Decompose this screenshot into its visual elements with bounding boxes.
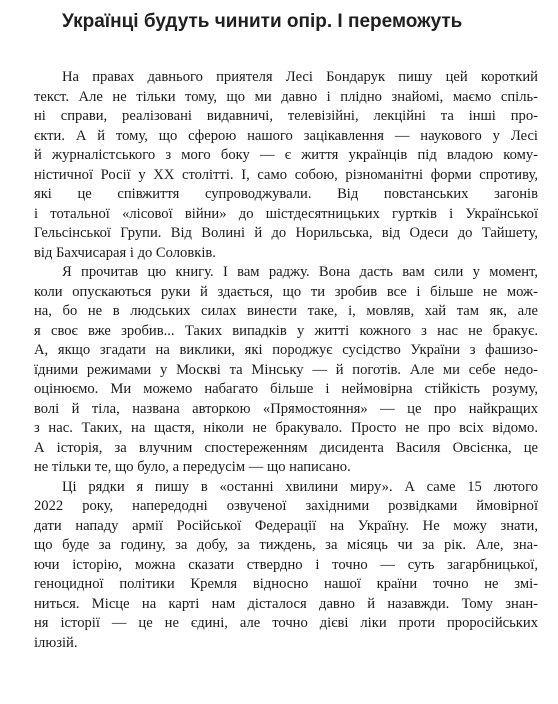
text-line: ниться. Місце на карті нам дісталося давно й назавжди. Тому знан- bbox=[34, 595, 538, 612]
text-line: 2022 року, напередодні озвученої західними розвідками ймовірної bbox=[34, 498, 538, 514]
text-line: і тотальної «лісової війни» до шістдесятницьких гуртків і Української bbox=[34, 205, 538, 222]
paragraph bbox=[34, 478, 538, 654]
text-line: дати нападу армії Російської Федерації на Україну. Не можу знати, bbox=[34, 517, 538, 534]
text-line: їдними режимами у Москві та Мінську — й поготів. Але ми себе недо- bbox=[34, 361, 538, 378]
text-line: На правах давнього приятеля Лесі Бондарук пишу цей короткий bbox=[62, 69, 538, 85]
text-line: ністичної Росії у XX столітті. І, само собою, різноманітні форми спротиву, bbox=[34, 166, 538, 183]
text-line: єкти. А й тому, що сферою нашого зацікавлення — наукового у Лесі bbox=[34, 127, 538, 144]
body-text bbox=[34, 68, 538, 653]
text-line: волі й тіла, названа авторкою «Прямостояння» — це про найкращих bbox=[34, 400, 538, 417]
text-line: Гельсінської Групи. Від Волині й до Норильська, від Одеси до Тайшету, bbox=[34, 225, 538, 241]
text-line: які це співжиття супроводжували. Від повстанських загонів bbox=[34, 186, 538, 202]
text-line: я своє вже зробив... Таких випадків у житті кожного з нас не бракує. bbox=[34, 322, 538, 339]
text-line: ілюзій. bbox=[34, 634, 78, 651]
text-line: ня історії — це не єдині, але точно дієві ліки проти проросійських bbox=[34, 615, 538, 631]
text-line: текст. Але не тільки тому, що ми давно і плідно знайомі, маємо спіль- bbox=[34, 88, 538, 105]
text-line: на, бо не в людських силах винести таке, і, мовляв, хай там як, але bbox=[34, 303, 538, 319]
text-line: не тільки те, що було, а передусім — що написано. bbox=[34, 459, 351, 475]
text-line: ючи історію, можна сказати ствердно і точно — суть загарбницької, bbox=[34, 556, 538, 573]
text-line: оцінюємо. Ми можемо набагато більше і неймовірна стійкість розуму, bbox=[34, 381, 538, 397]
text-line: А, якщо згадати на виклики, які породжує сусідство України з фашизо- bbox=[34, 342, 538, 358]
text-line: Ці рядки я пишу в «останні хвилини миру». А саме 15 лютого bbox=[62, 478, 538, 495]
paragraph bbox=[34, 68, 538, 263]
page-heading: Українці будуть чинити опір. І переможуть bbox=[62, 11, 463, 32]
text-line: з нас. Таких, на щастя, ніколи не бракувало. Просто не про всіх відомо. bbox=[34, 420, 538, 436]
text-line: А історія, за влучним спостереженням дисидента Василя Овсієнка, це bbox=[34, 439, 538, 456]
paragraph bbox=[34, 263, 538, 478]
text-line: геноцидної політики Кремля відносно нашої країни точно не змі- bbox=[34, 576, 538, 592]
text-line: Я прочитав цю книгу. І вам раджу. Вона дасть вам сили у момент, bbox=[62, 264, 538, 280]
text-line: що буде за годину, за добу, за тиждень, за місяць чи за рік. Але, зна- bbox=[34, 537, 538, 553]
text-line: ні справи, реалізовані видавничі, телевізійні, лекційні та інші про- bbox=[34, 108, 538, 124]
text-line: від Бахчисарая і до Соловків. bbox=[34, 244, 216, 261]
text-line: коли опускаються руки й здається, що ти зробив все і більше не мож- bbox=[34, 283, 538, 300]
text-line: й журналістського з мого боку — є життя українців під владою кому- bbox=[34, 147, 538, 163]
